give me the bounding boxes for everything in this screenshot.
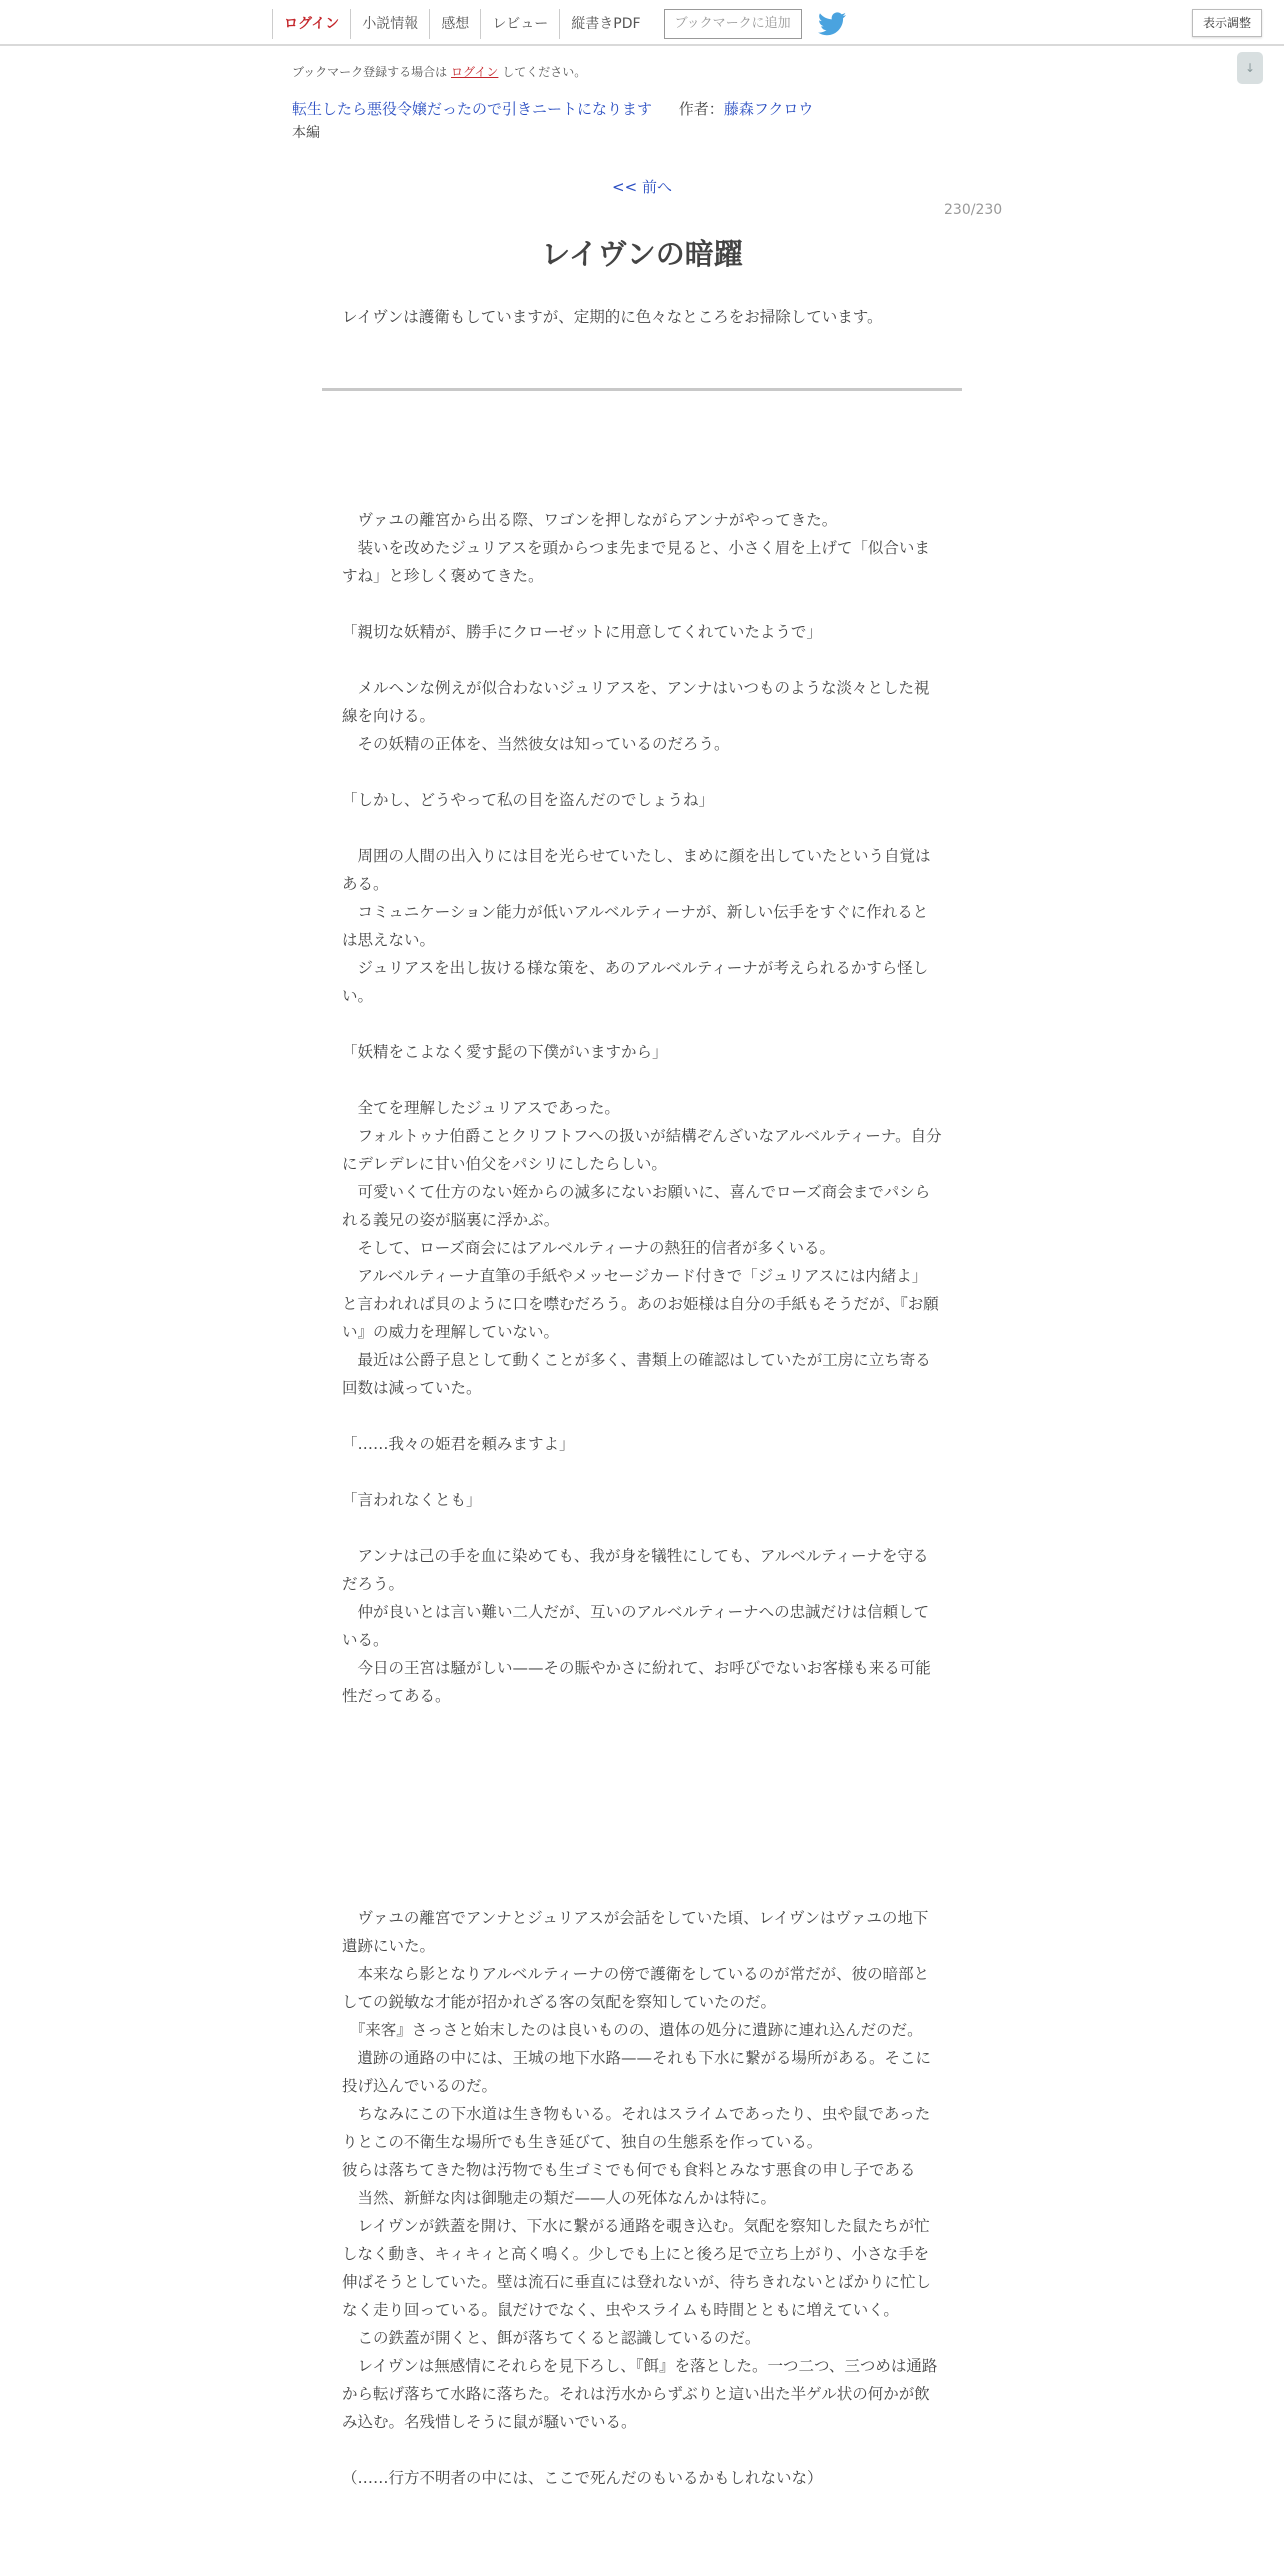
nav-impressions-link[interactable]: 感想 <box>429 9 480 39</box>
novel-title-link[interactable]: 転生したら悪役令嬢だったので引きニートになります <box>292 100 653 118</box>
body-paragraph: （……行方不明者の中には、ここで死んだのもいるかもしれないな） <box>342 2469 823 2487</box>
body-paragraph: 遺跡の通路の中には、王城の地下水路——それも下水に繋がる場所がある。そこに投げ込んでいるのだ。 <box>342 2049 932 2095</box>
body-paragraph: ヴァユの離宮から出る際、ワゴンを押しながらアンナがやってきた。 <box>342 511 838 529</box>
notice-login-link[interactable]: ログイン <box>451 65 499 79</box>
body-paragraph <box>342 1066 942 1094</box>
episode-body-part2 <box>342 1904 942 2492</box>
body-paragraph: 「しかし、どうやって私の目を盗んだのでしょうね」 <box>342 791 715 809</box>
body-paragraph <box>342 2436 942 2464</box>
body-paragraph: 仲が良いとは言い難い二人だが、互いのアルベルティーナへの忠誠だけは信頼している。 <box>342 1603 930 1649</box>
body-paragraph: ちなみにこの下水道は生き物もいる。それはスライムであったり、虫や鼠であったりとこの不衛生な場所でも生き延びて、独自の生態系を作っている。 <box>342 2105 931 2151</box>
episode-preface: レイヴンは護衛もしていますが、定期的に色々なところをお掃除しています。 <box>342 308 883 326</box>
notice-prefix: ブックマーク登録する場合は <box>292 65 448 79</box>
body-paragraph: コミュニケーション能力が低いアルベルティーナが、新しい伝手をすぐに作れるとは思えない。 <box>342 903 929 949</box>
nav-vertical-pdf-link[interactable]: 縦書きPDF <box>559 9 651 39</box>
pager-prev <box>0 176 1284 197</box>
add-bookmark-button[interactable]: ブックマークに追加 <box>664 9 802 39</box>
body-paragraph: その妖精の正体を、当然彼女は知っているのだろう。 <box>342 735 730 753</box>
nav-login-link[interactable]: ログイン <box>272 9 350 39</box>
prev-page-link[interactable]: << 前へ <box>612 178 672 196</box>
main-nav <box>272 8 846 40</box>
notice-suffix: してください。 <box>502 65 587 79</box>
body-paragraph: ジュリアスを出し抜ける様な策を、あのアルベルティーナが考えられるかすら怪しい。 <box>342 959 929 1005</box>
nav-novel-info-link[interactable]: 小説情報 <box>350 9 429 39</box>
body-paragraph: 可愛いくて仕方のない姪からの滅多にないお願いに、喜んでローズ商会までパシられる義兄の姿が脳裏に浮かぶ。 <box>342 1183 931 1229</box>
body-paragraph: 今日の王宮は騒がしい——その賑やかさに紛れて、お呼びでないお客様も来る可能性だってある。 <box>342 1659 931 1705</box>
preface-divider <box>322 388 962 391</box>
body-paragraph <box>342 758 942 786</box>
body-paragraph <box>342 1010 942 1038</box>
body-paragraph: ヴァユの離宮でアンナとジュリアスが会話をしていた頃、レイヴンはヴァユの地下遺跡にいた。 <box>342 1909 929 1955</box>
body-paragraph <box>342 1458 942 1486</box>
body-paragraph: 本来なら影となりアルベルティーナの傍で護衛をしているのが常だが、彼の暗部としての鋭敏な才能が招かれざる客の気配を察知していたのだ。 <box>342 1965 930 2011</box>
body-paragraph: 「……我々の姫君を頼みますよ」 <box>342 1435 575 1453</box>
body-paragraph: 「言われなくとも」 <box>342 1491 482 1509</box>
body-paragraph: アルベルティーナ直筆の手紙やメッセージカード付きで「ジュリアスには内緒よ」と言われれば貝のように口を噤むだろう。あのお姫様は自分の手紙もそうだが、『お願い』の威力を理解していない。 <box>342 1267 939 1341</box>
episode-body-part1 <box>342 506 942 1710</box>
body-paragraph: 「妖精をこよなく愛す髭の下僕がいますから」 <box>342 1043 668 1061</box>
body-paragraph: 装いを改めたジュリアスを頭からつま先まで見ると、小さく眉を上げて「似合いますね」と珍しく褒めてきた。 <box>342 539 930 585</box>
body-paragraph: 「親切な妖精が、勝手にクローゼットに用意してくれていたようで」 <box>342 623 822 641</box>
body-paragraph <box>342 814 942 842</box>
body-paragraph <box>342 646 942 674</box>
body-paragraph: 周囲の人間の出入りには目を光らせていたし、まめに顔を出していたという自覚はある。 <box>342 847 931 893</box>
episode-title: レイヴンの暗躍 <box>541 237 743 271</box>
page-counter: 230/230 <box>944 202 1003 218</box>
body-paragraph: メルヘンな例えが似合わないジュリアスを、アンナはいつものような淡々とした視線を向ける。 <box>342 679 930 725</box>
scroll-down-button[interactable]: ↓ <box>1237 52 1263 84</box>
body-paragraph: 当然、新鮮な肉は御馳走の類だ——人の死体なんかは特に。 <box>342 2189 777 2207</box>
body-paragraph: アンナは己の手を血に染めても、我が身を犠牲にしても、アルベルティーナを守るだろう。 <box>342 1547 929 1593</box>
body-paragraph <box>342 1514 942 1542</box>
body-paragraph: 最近は公爵子息として動くことが多く、書類上の確認はしていたが工房に立ち寄る回数は減っていた。 <box>342 1351 931 1397</box>
novel-header <box>292 98 813 119</box>
bookmark-login-notice <box>292 63 586 80</box>
chapter-group-label: 本編 <box>292 125 320 141</box>
author-name-link[interactable]: 藤森フクロウ <box>723 100 814 118</box>
twitter-bird-icon[interactable] <box>818 12 846 36</box>
body-paragraph: レイヴンが鉄蓋を開け、下水に繋がる通路を覗き込む。気配を察知した鼠たちが忙しなく動き、キィキィと高く鳴く。少しでも上にと後ろ足で立ち上がり、小さな手を伸ばそうとしていた。壁は流石に垂直には登れないが、待ちきれないとばかりに忙しなく走り回っている。鼠だけでなく、虫やスライムも時間とともに増えていく。 <box>342 2217 932 2319</box>
nav-review-link[interactable]: レビュー <box>480 9 559 39</box>
body-paragraph: 彼らは落ちてきた物は汚物でも生ゴミでも何でも食料とみなす悪食の申し子である <box>342 2161 916 2179</box>
display-settings-button[interactable]: 表示調整 <box>1192 9 1262 37</box>
body-paragraph <box>342 1402 942 1430</box>
body-paragraph: レイヴンは無感情にそれらを見下ろし、『餌』を落とした。一つ二つ、三つめは通路から転げ落ちて水路に落ちた。それは汚水からずぶりと這い出た半ゲル状の何かが飲み込む。名残惜しそうに鼠が騒いでいる。 <box>342 2357 938 2431</box>
body-paragraph: 『来客』さっさと始末したのは良いものの、遺体の処分に遺跡に連れ込んだのだ。 <box>342 2021 923 2039</box>
body-paragraph: 全てを理解したジュリアスであった。 <box>342 1099 620 1117</box>
body-paragraph <box>342 590 942 618</box>
body-paragraph: フォルトゥナ伯爵ことクリフトフへの扱いが結構ぞんざいなアルベルティーナ。自分にデレデレに甘い伯父をパシリにしたらしい。 <box>342 1127 942 1173</box>
top-nav-bar <box>0 0 1284 46</box>
body-paragraph: そして、ローズ商会にはアルベルティーナの熱狂的信者が多くいる。 <box>342 1239 836 1257</box>
body-paragraph: この鉄蓋が開くと、餌が落ちてくると認識しているのだ。 <box>342 2329 761 2347</box>
author-label: 作者： <box>678 100 724 118</box>
